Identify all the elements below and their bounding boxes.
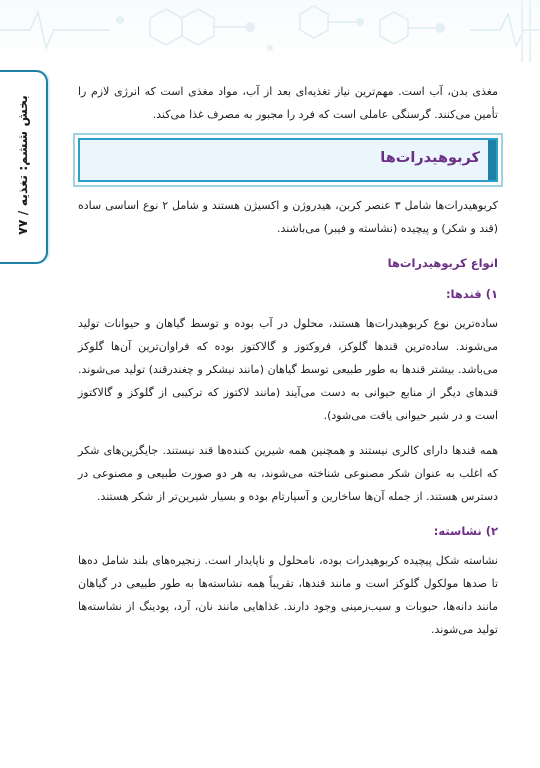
- sugars-heading: ۱) قندها:: [445, 287, 498, 301]
- starch-paragraph: نشاسته شکل پیچیده کربوهیدرات بوده، نامحلول و ناپایدار است. زنجیره‌های بلند شامل ده‌ها تا صدها مولکول گلوکز است و مانند قندها، تقریباً همه نشاسته‌ها به طور طبیعی در گیاهان مانند دانه‌ها، حبوبات و سیب‌زمینی وجود دارند. غذاهایی مانند نان، آرد، پودینگ از نشاسته‌ها تولید می‌شوند.: [78, 554, 498, 636]
- starch-heading: ۲) نشاسته:: [433, 524, 498, 538]
- section-title: کربوهیدرات‌ها: [380, 150, 480, 166]
- section-title-box: [78, 138, 498, 182]
- header-decoration: [0, 0, 540, 62]
- page-content: [78, 80, 498, 653]
- carbohydrates-definition-paragraph: کربوهیدرات‌ها شامل ۳ عنصر کربن، هیدروژن و اکسیژن هستند و شامل ۲ نوع اساسی ساده (قند و شکر) و پیچیده (نشاسته و فیبر) می‌باشند.: [78, 199, 498, 235]
- molecule-pattern-icon: [0, 0, 540, 62]
- chapter-page-label: بخش ششم: تغذیه / ۷۷: [15, 95, 30, 235]
- carbohydrate-types-heading: انواع کربوهیدرات‌ها: [387, 256, 498, 270]
- intro-paragraph: مغذی بدن، آب است. مهم‌ترین نیاز تغذیه‌ای بعد از آب، مواد مغذی است که انرژی لازم را تأمین می‌کنند. گرسنگی عاملی است که فرد را مجبور به مصرف غذا می‌کند.: [78, 85, 498, 121]
- sugars-paragraph-2: همه قندها دارای کالری نیستند و همچنین همه شیرین کننده‌ها قند نیستند. جایگزین‌های شکر که اغلب به عنوان شکر مصنوعی شناخته می‌شوند، به هر دو صورت طبیعی و مصنوعی در دسترس هستند. از جمله آن‌ها ساخارین و آسپارتام بوده و بسیار شیرین‌تر از شکر هستند.: [78, 444, 498, 503]
- section-title-strip: [488, 140, 496, 180]
- sugars-paragraph-1: ساده‌ترین نوع کربوهیدرات‌ها هستند، محلول در آب بوده و توسط گیاهان و حیوانات تولید می‌شوند. ساده‌ترین قندها گلوکز، فروکتوز و گالاکتوز بوده که فراوان‌ترین آن‌ها گلوکز می‌باشد. بیشتر قندها به طور طبیعی توسط گیاهان (مانند نیشکر و چغندرقند) تولید می‌شوند. قندهای دیگر از منابع حیوانی به دست می‌آیند (مانند لاکتوز که ترکیبی از گلوکز و گالاکتوز است و در شیر حیوانی یافت می‌شود).: [78, 317, 498, 422]
- chapter-side-tab: [0, 70, 48, 264]
